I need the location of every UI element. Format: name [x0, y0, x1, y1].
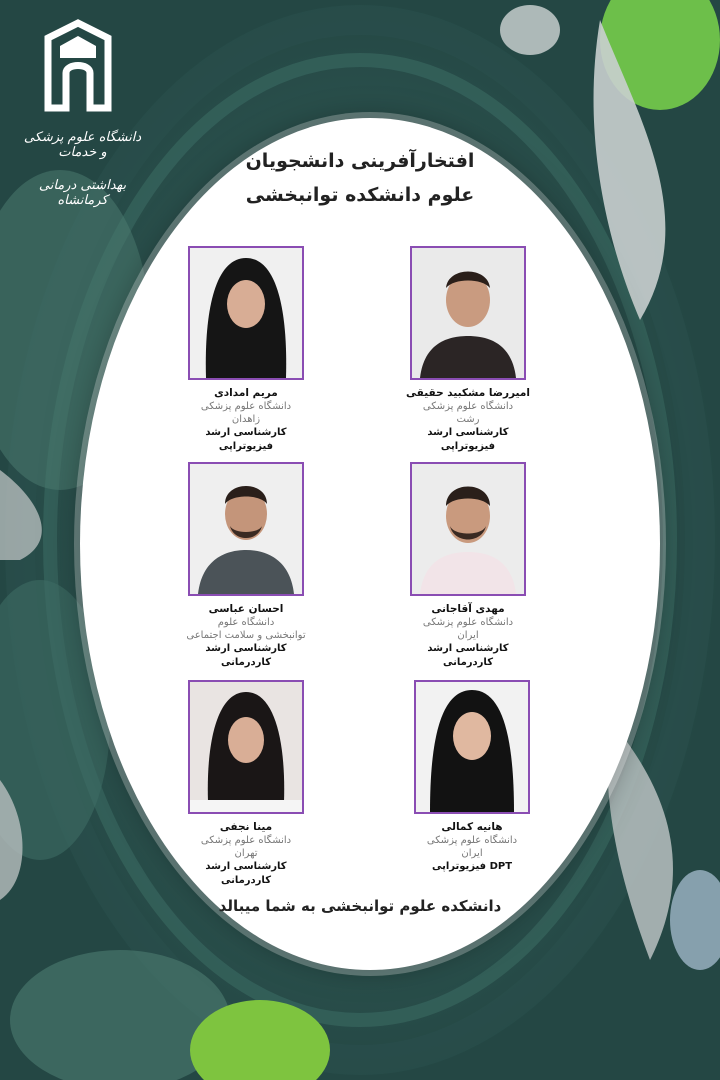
student-photo: [410, 246, 526, 380]
student-city: ایران: [461, 848, 483, 859]
footer-text: دانشکده علوم توانبخشی به شما میبالد: [218, 897, 502, 915]
university-logo: [20, 18, 145, 208]
page-title-line1: افتخارآفرینی دانشجویان: [245, 150, 475, 172]
logo-text-line1: دانشگاه علوم پزشکی و خدمات: [23, 130, 142, 160]
student-card: [171, 680, 321, 888]
student-degree: کارشناسی ارشد: [205, 427, 287, 438]
student-name: مینا نجفی: [219, 821, 273, 833]
person-icon: [190, 464, 302, 594]
student-degree: کارشناسی ارشد: [205, 861, 287, 872]
student-photo: [414, 680, 530, 814]
person-icon: [412, 464, 524, 594]
student-field: فیزیوتراپی: [218, 441, 274, 452]
student-degree: کارشناسی ارشد: [205, 643, 287, 654]
student-photo: [188, 462, 304, 596]
student-photo: [188, 680, 304, 814]
content-oval: [80, 118, 660, 970]
student-university: دانشگاه علوم پزشکی: [422, 617, 514, 628]
student-card: [393, 246, 543, 454]
student-university: دانشگاه علوم پزشکی: [200, 401, 292, 412]
student-card: [393, 462, 543, 670]
student-field: کاردرمانی: [220, 657, 272, 668]
student-city: ایران: [457, 630, 479, 641]
student-photo: [188, 246, 304, 380]
student-field: DPT فیزیوتراپی: [431, 861, 513, 872]
student-degree: کارشناسی ارشد: [427, 643, 509, 654]
page-title-line2: علوم دانشکده توانبخشی: [245, 184, 475, 206]
student-city: توانبخشی و سلامت اجتماعی: [186, 630, 306, 641]
student-card: [171, 246, 321, 454]
student-university: دانشگاه علوم پزشکی: [426, 835, 518, 846]
student-field: کاردرمانی: [220, 875, 272, 886]
student-name: امیررضا مشکبید حقیقی: [406, 387, 530, 399]
student-name: هانیه کمالی: [441, 821, 503, 833]
student-card: [171, 462, 321, 670]
person-icon: [190, 248, 302, 378]
logo-text-line2: بهداشتی درمانی کرمانشاه: [38, 178, 127, 208]
person-icon: [190, 682, 302, 812]
student-name: مریم امدادی: [214, 387, 278, 399]
student-field: کاردرمانی: [442, 657, 494, 668]
person-icon: [412, 248, 524, 378]
student-card: [397, 680, 547, 874]
student-city: تهران: [234, 848, 258, 859]
student-university: دانشگاه علوم پزشکی: [422, 401, 514, 412]
student-degree: کارشناسی ارشد: [427, 427, 509, 438]
student-name: احسان عباسی: [208, 603, 284, 615]
logo-emblem-icon: [38, 18, 118, 113]
student-city: رشت: [456, 414, 480, 425]
person-icon: [416, 682, 528, 812]
student-field: فیزیوتراپی: [440, 441, 496, 452]
student-city: زاهدان: [231, 414, 261, 425]
student-photo: [410, 462, 526, 596]
student-university: دانشگاه علوم پزشکی: [200, 835, 292, 846]
student-name: مهدی آقاجانی: [431, 603, 505, 615]
student-university: دانشگاه علوم: [217, 617, 275, 628]
